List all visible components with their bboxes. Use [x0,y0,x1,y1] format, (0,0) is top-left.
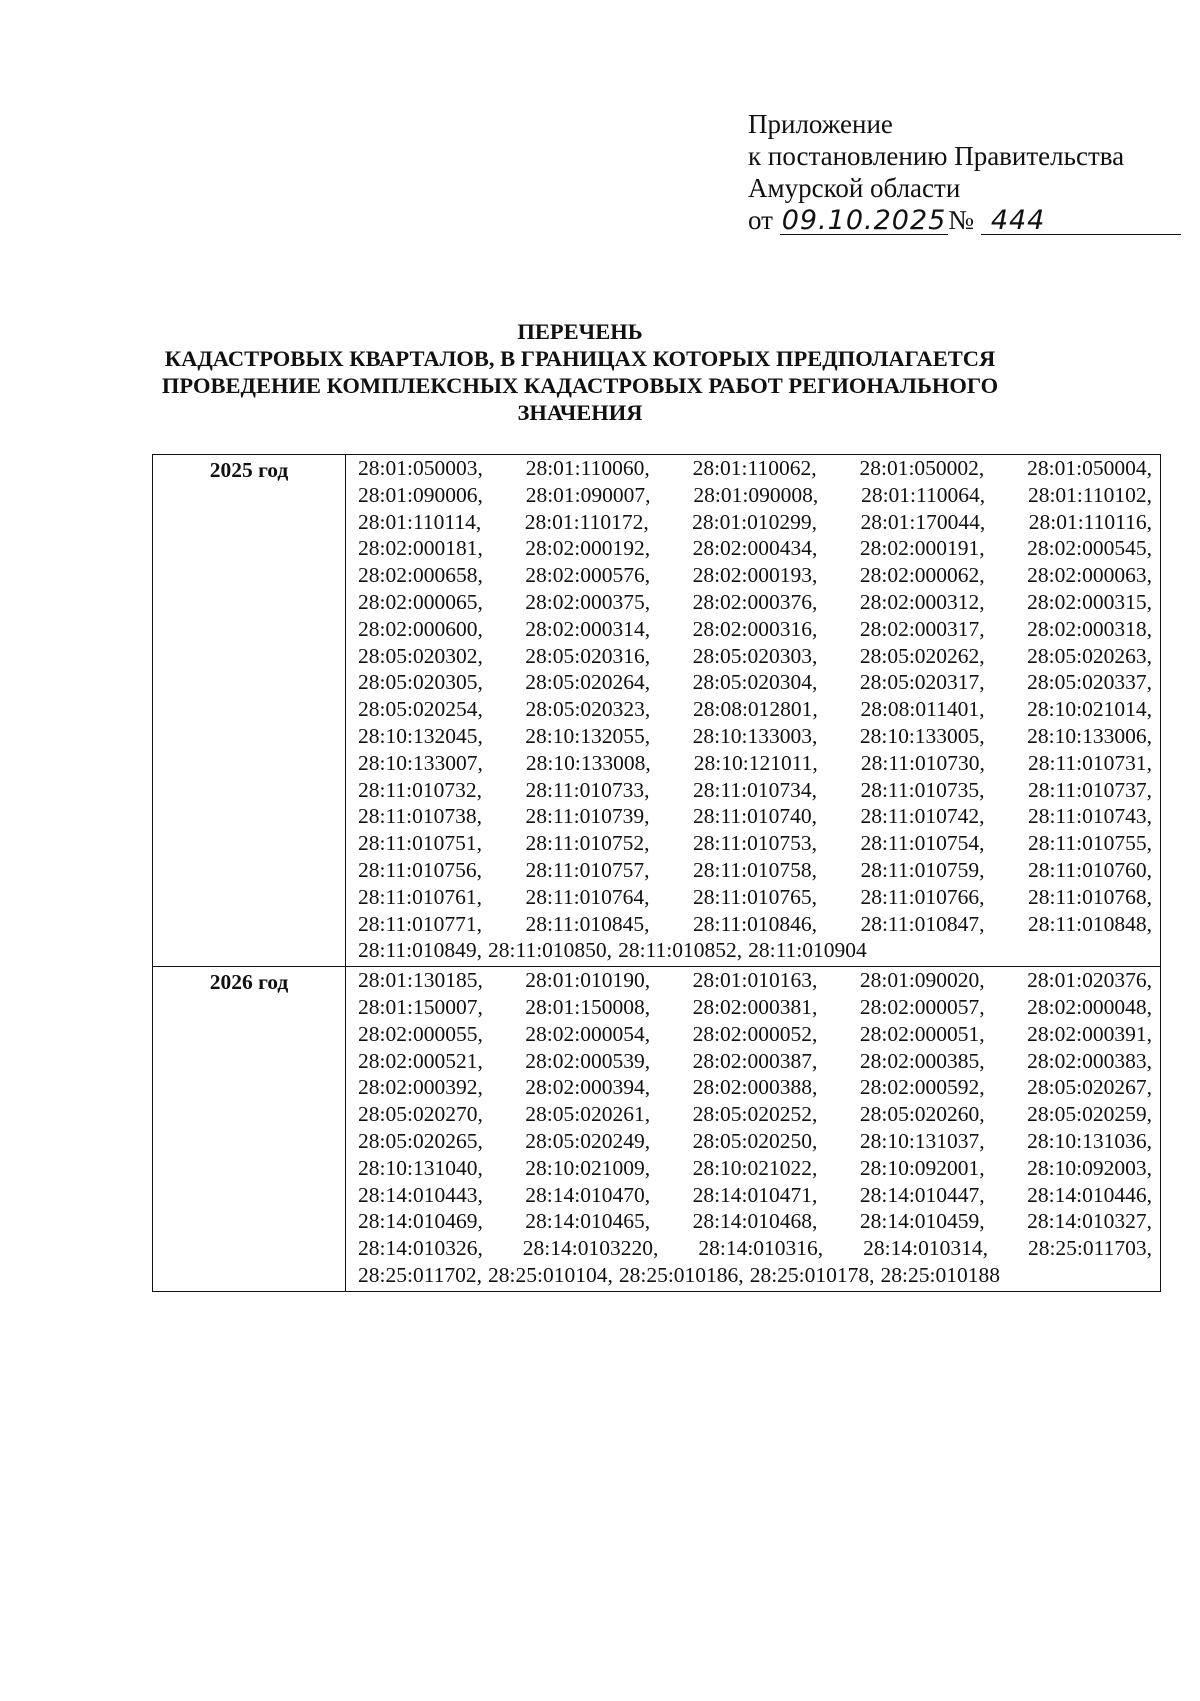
cadastral-code: 28:11:010733, [525,777,650,802]
cadastral-code: 28:11:010765, [692,884,817,909]
cadastral-code: 28:14:010314, [863,1236,988,1261]
cadastral-code: 28:14:010443, [358,1182,483,1207]
codes-line [358,884,1152,911]
cadastral-code: 28:01:150008, [525,994,651,1019]
cadastral-code: 28:05:020249, [525,1128,651,1153]
cadastral-code: 28:02:000063, [1027,563,1152,588]
cadastral-code: 28:02:000054, [525,1021,651,1046]
cadastral-code: 28:14:010446, [1027,1182,1152,1207]
cadastral-code: 28:02:000191, [859,536,985,561]
cadastral-code: 28:10:132045, [358,723,483,748]
cadastral-code: 28:10:131037, [859,1128,985,1153]
cadastral-code: 28:01:090008, [693,482,819,507]
cadastral-code: 28:01:110102, [1027,482,1152,507]
cadastral-code: 28:25:011702, [358,1262,483,1287]
handwritten-date: 09.10.2025 [781,205,947,236]
title-line-4: ЗНАЧЕНИЯ [517,400,643,425]
cadastral-code: 28:01:170044, [860,509,986,534]
cadastral-code: 28:11:010764, [525,884,650,909]
cadastral-code: 28:11:010761, [358,884,483,909]
cadastral-code: 28:05:020263, [1027,643,1152,668]
cadastral-code: 28:05:020250, [692,1128,818,1153]
cadastral-code: 28:02:000434, [692,536,818,561]
table-row [153,967,1161,1292]
cadastral-code: 28:05:020264, [525,670,651,695]
codes-cell [346,455,1161,967]
cadastral-code: 28:02:000062, [859,563,985,588]
cadastral-code: 28:14:010468, [692,1209,818,1234]
cadastral-code: 28:11:010738, [358,804,483,829]
cadastral-code: 28:02:000057, [859,994,985,1019]
cadastral-code: 28:11:010847, [860,911,985,936]
cadastral-code: 28:11:010850, [488,938,613,963]
codes-line [358,1128,1152,1155]
codes-line [358,696,1152,723]
cadastral-code: 28:14:010470, [525,1182,651,1207]
cadastral-code: 28:02:000314, [525,616,651,641]
title-line-2: КАДАСТРОВЫХ КВАРТАЛОВ, В ГРАНИЦАХ КОТОРЫХ ПРЕДПОЛАГАЕТСЯ [164,346,996,371]
cadastral-code: 28:02:000051, [859,1021,985,1046]
cadastral-code: 28:11:010751, [358,831,483,856]
cadastral-code: 28:02:000394, [525,1075,651,1100]
cadastral-code: 28:10:132055, [525,723,651,748]
cadastral-code: 28:14:010327, [1027,1209,1152,1234]
cadastral-code: 28:01:010299, [692,509,817,534]
cadastral-code: 28:02:000317, [859,616,985,641]
cadastral-code: 28:14:010471, [692,1182,818,1207]
cadastral-code: 28:14:010316, [698,1236,824,1261]
cadastral-code: 28:05:020305, [358,670,483,695]
cadastral-code: 28:25:010178, [749,1262,875,1287]
cadastral-code: 28:02:000592, [859,1075,985,1100]
appendix-line-2: к постановлению Правительства [748,141,1125,171]
cadastral-code: 28:05:020316, [525,643,651,668]
cadastral-code: 28:11:010771, [358,911,483,936]
codes-line [358,455,1152,482]
cadastral-code: 28:14:010459, [859,1209,985,1234]
cadastral-code: 28:02:000316, [692,616,818,641]
cadastral-code: 28:05:020323, [525,697,651,722]
cadastral-code: 28:01:110116, [1028,509,1152,534]
cadastral-code: 28:01:090007, [525,482,651,507]
cadastral-code: 28:01:130185, [358,968,483,993]
cadastral-code: 28:10:021014, [1027,697,1152,722]
codes-line [358,777,1152,804]
codes-line [358,535,1152,562]
cadastral-code: 28:05:020302, [358,643,483,668]
cadastral-code: 28:01:110064, [861,482,986,507]
codes-line [358,803,1152,830]
date-field [780,207,949,235]
cadastral-code: 28:10:092003, [1027,1155,1152,1180]
cadastral-code: 28:10:021022, [692,1155,818,1180]
cadastral-code: 28:05:020260, [859,1102,985,1127]
codes-line [358,1021,1152,1048]
cadastral-code: 28:02:000658, [358,563,483,588]
cadastral-code: 28:01:110060, [525,456,650,480]
cadastral-code: 28:14:0103220, [522,1236,659,1261]
cadastral-code: 28:11:010852, [618,938,743,963]
cadastral-code: 28:11:010737, [1027,777,1152,802]
cadastral-code: 28:01:150007, [358,994,483,1019]
cadastral-code: 28:11:010734, [692,777,817,802]
number-prefix: № [948,205,975,235]
cadastral-code: 28:11:010731, [1027,750,1152,775]
appendix-line-3: Амурской области [748,173,961,203]
codes-cell [346,967,1161,1292]
cadastral-code: 28:01:090020, [859,968,985,993]
cadastral-code: 28:02:000381, [692,994,818,1019]
cadastral-code: 28:01:010163, [692,968,818,993]
cadastral-code: 28:25:010104, [488,1262,613,1287]
codes-line [358,643,1152,670]
codes-line [358,911,1152,938]
cadastral-code: 28:11:010757, [525,857,650,882]
cadastral-code: 28:11:010752, [525,831,650,856]
cadastral-code: 28:02:000192, [525,536,651,561]
document-title [150,318,1010,426]
cadastral-code: 28:02:000383, [1027,1048,1152,1073]
cadastral-code: 28:02:000312, [859,589,985,614]
cadastral-code: 28:08:012801, [692,697,818,722]
cadastral-code: 28:02:000388, [692,1075,818,1100]
cadastral-code: 28:11:010759, [860,857,985,882]
cadastral-code: 28:02:000576, [525,563,651,588]
cadastral-code: 28:10:133003, [692,723,818,748]
year-cell: 2025 год [153,455,346,967]
codes-line [358,669,1152,696]
cadastral-code: 28:11:010848, [1027,911,1152,936]
cadastral-code: 28:11:010766, [860,884,985,909]
codes-line [358,750,1152,777]
cadastral-code: 28:01:010190, [525,968,651,993]
cadastral-code: 28:05:020262, [859,643,985,668]
cadastral-code: 28:11:010849, [358,938,483,963]
codes-line [358,482,1152,509]
cadastral-code: 28:11:010740, [692,804,817,829]
cadastral-code: 28:11:010768, [1027,884,1152,909]
cadastral-code: 28:10:133006, [1027,723,1152,748]
cadastral-code: 28:10:092001, [859,1155,985,1180]
cadastral-code: 28:02:000600, [358,616,483,641]
cadastral-code: 28:14:010465, [525,1209,651,1234]
cadastral-code: 28:10:133008, [525,750,651,775]
cadastral-code: 28:08:011401, [860,697,985,722]
cadastral-code: 28:02:000315, [1027,589,1152,614]
cadastral-code: 28:01:110172, [524,509,649,534]
cadastral-code: 28:11:010742, [860,804,985,829]
codes-line [358,967,1152,994]
cadastral-code: 28:05:020261, [525,1102,651,1127]
cadastral-code: 28:02:000055, [358,1021,483,1046]
title-line-1: ПЕРЕЧЕНЬ [517,319,643,344]
cadastral-code: 28:11:010739, [525,804,650,829]
cadastral-code: 28:01:110062, [692,456,817,480]
cadastral-code: 28:05:020270, [358,1102,483,1127]
codes-line [358,937,1152,964]
cadastral-code: 28:10:133007, [358,750,483,775]
cadastral-code: 28:25:011703, [1027,1236,1152,1261]
date-prefix: от [748,205,773,235]
cadastral-code: 28:05:020303, [692,643,818,668]
cadastral-code: 28:02:000545, [1027,536,1152,561]
codes-line [358,562,1152,589]
cadastral-code: 28:02:000318, [1027,616,1152,641]
cadastral-code: 28:01:020376, [1027,968,1152,993]
codes-line [358,1182,1152,1209]
cadastral-code: 28:11:010743, [1027,804,1152,829]
cadastral-code: 28:25:010186, [618,1262,744,1287]
appendix-block [748,108,1181,240]
cadastral-code: 28:02:000539, [525,1048,651,1073]
appendix-date-line [748,204,1181,240]
codes-line [358,509,1152,536]
codes-line [358,1048,1152,1075]
cadastral-code: 28:05:020317, [859,670,985,695]
cadastral-code: 28:25:010188 [880,1262,1000,1287]
codes-line [358,1262,1152,1289]
cadastral-code: 28:11:010753, [692,831,817,856]
cadastral-code: 28:05:020259, [1027,1102,1152,1127]
cadastral-code: 28:14:010469, [358,1209,483,1234]
codes-line [358,1208,1152,1235]
codes-line [358,857,1152,884]
cadastral-code: 28:02:000065, [358,589,483,614]
cadastral-code: 28:02:000376, [692,589,818,614]
cadastral-code: 28:14:010447, [859,1182,985,1207]
cadastral-code: 28:05:020252, [692,1102,818,1127]
codes-line [358,994,1152,1021]
cadastral-code: 28:02:000375, [525,589,651,614]
codes-line [358,1074,1152,1101]
year-cell: 2026 год [153,967,346,1292]
cadastral-code: 28:11:010730, [860,750,985,775]
cadastral-code: 28:02:000392, [358,1075,483,1100]
cadastral-code: 28:02:000521, [358,1048,483,1073]
cadastral-code: 28:11:010845, [525,911,650,936]
cadastral-code: 28:05:020265, [358,1128,483,1153]
cadastral-code: 28:11:010756, [358,857,483,882]
cadastral-code: 28:02:000387, [692,1048,818,1073]
cadastral-code: 28:01:050004, [1027,456,1152,480]
title-line-3: ПРОВЕДЕНИЕ КОМПЛЕКСНЫХ КАДАСТРОВЫХ РАБОТ РЕГИОНАЛЬНОГО [161,373,999,398]
cadastral-code: 28:11:010904 [748,938,867,963]
cadastral-code: 28:01:050003, [358,456,483,480]
cadastral-quarters-table [152,454,1161,1292]
codes-line [358,616,1152,643]
cadastral-code: 28:02:000048, [1027,994,1152,1019]
cadastral-code: 28:11:010735, [860,777,985,802]
codes-line [358,1101,1152,1128]
cadastral-code: 28:10:131036, [1027,1128,1152,1153]
cadastral-code: 28:11:010758, [692,857,817,882]
cadastral-code: 28:01:110114, [358,509,482,534]
cadastral-code: 28:11:010754, [860,831,985,856]
cadastral-code: 28:02:000052, [692,1021,818,1046]
codes-line [358,723,1152,750]
codes-line [358,1155,1152,1182]
cadastral-code: 28:01:090006, [358,482,483,507]
appendix-line-1: Приложение [748,109,893,139]
cadastral-code: 28:14:010326, [358,1236,483,1261]
cadastral-code: 28:05:020254, [358,697,483,722]
cadastral-code: 28:11:010760, [1027,857,1152,882]
cadastral-code: 28:02:000385, [859,1048,985,1073]
cadastral-code: 28:02:000391, [1027,1021,1152,1046]
cadastral-code: 28:10:021009, [525,1155,651,1180]
table-row [153,455,1161,967]
cadastral-code: 28:02:000181, [358,536,483,561]
cadastral-code: 28:11:010846, [692,911,817,936]
handwritten-number: 444 [990,205,1046,236]
table-body [153,455,1161,1292]
codes-line [358,589,1152,616]
cadastral-code: 28:05:020337, [1027,670,1152,695]
cadastral-code: 28:10:121011, [693,750,818,775]
codes-line [358,830,1152,857]
cadastral-code: 28:05:020304, [692,670,818,695]
number-field [981,207,1181,235]
cadastral-code: 28:10:131040, [358,1155,483,1180]
cadastral-code: 28:01:050002, [859,456,985,480]
cadastral-code: 28:10:133005, [859,723,985,748]
cadastral-code: 28:05:020267, [1027,1075,1152,1100]
cadastral-code: 28:11:010732, [358,777,483,802]
cadastral-code: 28:02:000193, [692,563,818,588]
codes-line [358,1235,1152,1262]
cadastral-code: 28:11:010755, [1027,831,1152,856]
